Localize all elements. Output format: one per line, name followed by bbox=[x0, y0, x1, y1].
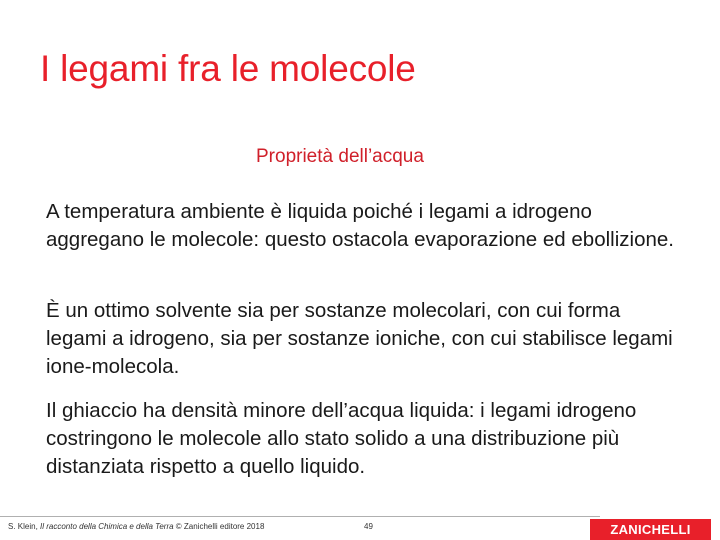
footer-divider bbox=[0, 516, 600, 517]
footer-author: S. Klein, bbox=[8, 522, 41, 531]
paragraph-evaporation: A temperatura ambiente è liquida poiché i legami a idrogeno aggregano le molecole: questo ostacola evaporazione ed ebollizione. bbox=[46, 200, 674, 251]
page-number: 49 bbox=[364, 522, 373, 531]
paragraph-solvent: È un ottimo solvente sia per sostanze molecolari, con cui forma legami a idrogeno, sia per sostanze ioniche, con cui stabilisce legami ione-molecola. bbox=[46, 299, 673, 378]
slide-title: I legami fra le molecole bbox=[40, 48, 416, 89]
slide-subtitle: Proprietà dell’acqua bbox=[256, 146, 424, 167]
paragraph-ice-density: Il ghiaccio ha densità minore dell’acqua liquida: i legami idrogeno costringono le molecole allo stato solido a una distribuzione più distanziata rispetto a quello liquido. bbox=[46, 399, 637, 478]
zanichelli-logo: ZANICHELLI bbox=[590, 519, 711, 540]
footer-publisher: © Zanichelli editore 2018 bbox=[173, 522, 265, 531]
footer-credit bbox=[8, 522, 264, 531]
footer-book-title: Il racconto della Chimica e della Terra bbox=[40, 522, 174, 531]
